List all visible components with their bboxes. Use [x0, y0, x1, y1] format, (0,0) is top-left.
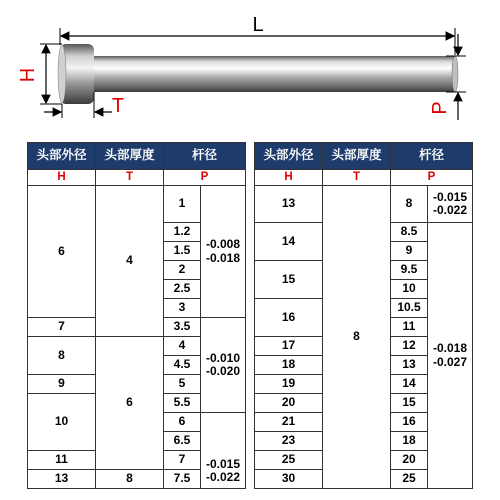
h-cell: 19 [255, 375, 323, 394]
tolerance-cell: -0.008 -0.018 [201, 186, 246, 318]
header-head-thickness: 头部厚度 [96, 143, 164, 170]
header-head-diameter: 头部外径 [28, 143, 96, 170]
t-cell: 4 [96, 186, 164, 337]
symbol-h: H [28, 170, 96, 186]
h-cell: 18 [255, 356, 323, 375]
p-cell: 13 [391, 356, 428, 375]
p-cell: 7 [164, 451, 201, 470]
t-cell: 6 [96, 337, 164, 470]
tolerance-cell: -0.018 -0.027 [428, 223, 473, 489]
pin-head-face [58, 45, 66, 103]
p-cell: 10 [391, 280, 428, 299]
h-cell: 20 [255, 394, 323, 413]
tolerance-cell: -0.015 -0.022 [428, 186, 473, 223]
pin-tip [452, 56, 458, 92]
p-cell: 1 [164, 186, 201, 223]
h-cell: 10 [28, 394, 96, 451]
header-head-thickness: 头部厚度 [323, 143, 391, 170]
h-cell: 21 [255, 413, 323, 432]
symbol-p: P [391, 170, 473, 186]
p-cell: 5.5 [164, 394, 201, 413]
p-cell: 6.5 [164, 432, 201, 451]
p-cell: 14 [391, 375, 428, 394]
p-cell: 7.5 [164, 470, 201, 489]
p-cell: 5 [164, 375, 201, 394]
p-cell: 16 [391, 413, 428, 432]
header-pin-diameter: 杆径 [164, 143, 246, 170]
h-label: H [17, 67, 39, 83]
h-cell: 25 [255, 451, 323, 470]
p-cell: 20 [391, 451, 428, 470]
p-cell: 8.5 [391, 223, 428, 242]
spec-table-left [27, 142, 246, 489]
h-cell: 11 [28, 451, 96, 470]
h-cell: 14 [255, 223, 323, 261]
symbol-h: H [255, 170, 323, 186]
p-cell: 2 [164, 261, 201, 280]
p-cell: 8 [391, 186, 428, 223]
p-label: P [429, 101, 451, 115]
spec-table-right [254, 142, 473, 489]
tolerance-cell: -0.010 -0.020 [201, 318, 246, 413]
p-cell: 1.2 [164, 223, 201, 242]
p-cell: 9.5 [391, 261, 428, 280]
p-cell: 4 [164, 337, 201, 356]
ejector-pin-diagram [0, 0, 500, 135]
p-cell: 3 [164, 299, 201, 318]
h-cell: 16 [255, 299, 323, 337]
h-cell: 13 [255, 186, 323, 223]
p-cell: 15 [391, 394, 428, 413]
p-cell: 1.5 [164, 242, 201, 261]
h-cell: 6 [28, 186, 96, 318]
symbol-p: P [164, 170, 246, 186]
symbol-t: T [323, 170, 391, 186]
h-cell: 23 [255, 432, 323, 451]
p-cell: 6 [164, 413, 201, 432]
p-cell: 4.5 [164, 356, 201, 375]
h-cell: 9 [28, 375, 96, 394]
header-pin-diameter: 杆径 [391, 143, 473, 170]
t-cell: 8 [323, 186, 391, 489]
h-cell: 17 [255, 337, 323, 356]
p-cell: 11 [391, 318, 428, 337]
h-cell: 15 [255, 261, 323, 299]
tolerance-cell: -0.015 -0.022 [201, 413, 246, 489]
symbol-t: T [96, 170, 164, 186]
p-cell: 25 [391, 470, 428, 489]
header-head-diameter: 头部外径 [255, 143, 323, 170]
p-cell: 3.5 [164, 318, 201, 337]
t-cell: 8 [96, 470, 164, 489]
p-cell: 18 [391, 432, 428, 451]
h-cell: 8 [28, 337, 96, 375]
h-cell: 30 [255, 470, 323, 489]
pin-shaft [92, 56, 455, 92]
h-cell: 7 [28, 318, 96, 337]
t-label: T [111, 95, 125, 117]
h-cell: 13 [28, 470, 96, 489]
p-cell: 9 [391, 242, 428, 261]
p-cell: 10.5 [391, 299, 428, 318]
p-cell: 2.5 [164, 280, 201, 299]
p-cell: 12 [391, 337, 428, 356]
l-label: L [252, 14, 264, 36]
